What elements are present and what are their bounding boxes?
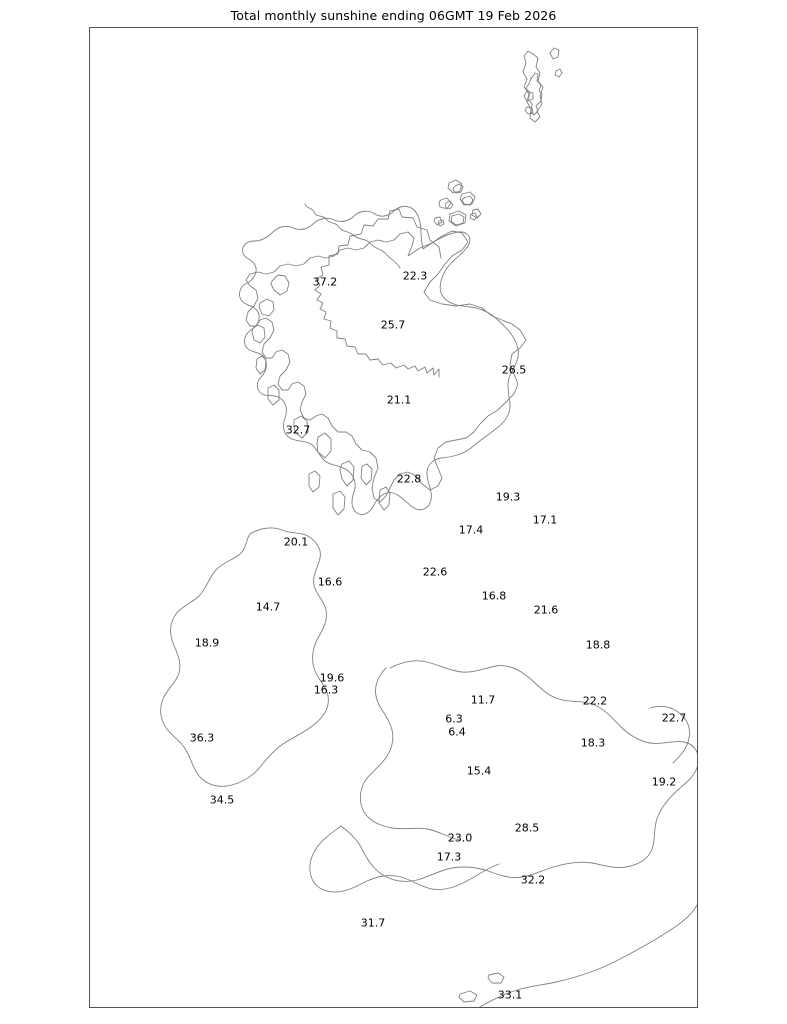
data-label: 33.1 xyxy=(497,988,523,1002)
data-label: 31.7 xyxy=(360,916,386,930)
data-label: 17.1 xyxy=(532,513,558,527)
data-label: 37.2 xyxy=(312,275,338,289)
coastline-map xyxy=(90,28,697,1007)
data-label: 22.8 xyxy=(396,472,422,486)
data-label: 22.2 xyxy=(582,694,608,708)
data-label: 19.6 xyxy=(319,671,345,685)
data-label: 36.3 xyxy=(189,731,215,745)
data-label: 11.7 xyxy=(470,693,496,707)
data-label: 22.3 xyxy=(402,269,428,283)
data-label: 18.3 xyxy=(580,736,606,750)
data-label: 17.3 xyxy=(436,850,462,864)
data-label: 6.3 xyxy=(445,712,463,726)
data-label: 20.1 xyxy=(283,535,309,549)
data-label: 32.2 xyxy=(520,873,546,887)
data-label: 21.6 xyxy=(533,603,559,617)
data-label: 19.3 xyxy=(495,490,521,504)
data-label: 34.5 xyxy=(209,793,235,807)
data-label: 18.8 xyxy=(585,638,611,652)
data-label: 17.4 xyxy=(458,523,484,537)
data-label: 14.7 xyxy=(255,600,281,614)
data-label: 16.3 xyxy=(313,683,339,697)
page-title: Total monthly sunshine ending 06GMT 19 Feb 2026 xyxy=(230,8,557,23)
data-label: 18.9 xyxy=(194,636,220,650)
data-label: 26.5 xyxy=(501,363,527,377)
data-label: 32.7 xyxy=(285,423,311,437)
data-label: 22.6 xyxy=(422,565,448,579)
data-label: 21.1 xyxy=(386,393,412,407)
data-label: 16.8 xyxy=(481,589,507,603)
data-label: 28.5 xyxy=(514,821,540,835)
data-label: 19.2 xyxy=(651,775,677,789)
data-label: 22.7 xyxy=(661,711,687,725)
map-plot-area xyxy=(89,27,698,1008)
data-label: 25.7 xyxy=(380,318,406,332)
data-label: 16.6 xyxy=(317,575,343,589)
data-label: 15.4 xyxy=(466,764,492,778)
data-label: 6.4 xyxy=(448,725,466,739)
data-label: 23.0 xyxy=(447,831,473,845)
